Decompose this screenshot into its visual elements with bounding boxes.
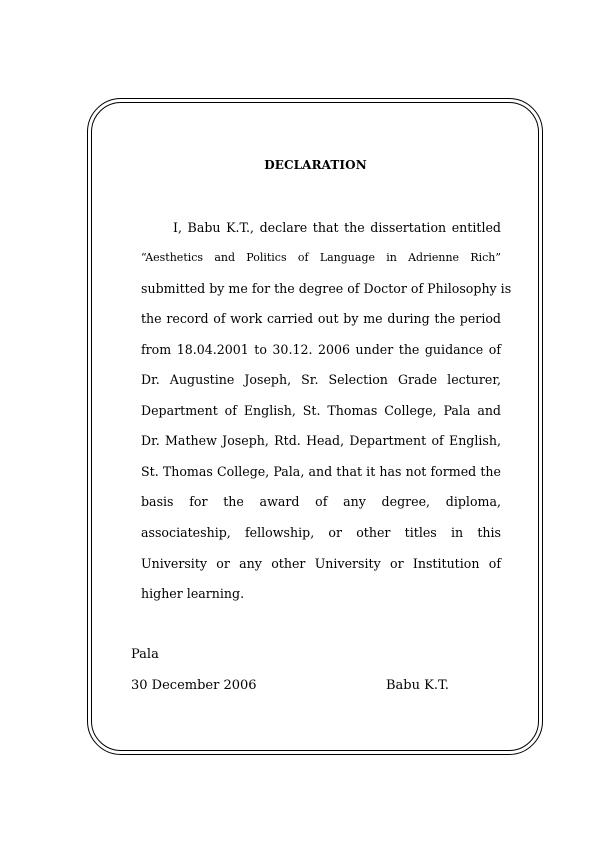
body-line-12: University or any other University or Institution of bbox=[141, 556, 501, 571]
body-line-1: I, Babu K.T., declare that the dissertation entitled bbox=[173, 220, 501, 235]
body-line-11: associateship, fellowship, or other titles in this bbox=[141, 525, 501, 540]
body-line-10: basis for the award of any degree, diploma, bbox=[141, 494, 501, 509]
body-line-6: Dr. Augustine Joseph, Sr. Selection Grade lecturer, bbox=[141, 372, 501, 387]
body-line-8: Dr. Mathew Joseph, Rtd. Head, Department of English, bbox=[141, 433, 501, 448]
body-line-9: St. Thomas College, Pala, and that it has not formed the bbox=[141, 464, 501, 479]
signature-name: Babu K.T. bbox=[386, 678, 449, 693]
body-line-3: submitted by me for the degree of Doctor of Philosophy is bbox=[141, 281, 512, 296]
declaration-title: DECLARATION bbox=[264, 158, 367, 172]
place: Pala bbox=[131, 647, 159, 662]
body-line-5: from 18.04.2001 to 30.12. 2006 under the guidance of bbox=[141, 342, 501, 357]
body-line-2: “Aesthetics and Politics of Language in Adrienne Rich” bbox=[141, 251, 501, 264]
date: 30 December 2006 bbox=[131, 678, 257, 693]
body-line-7: Department of English, St. Thomas College, Pala and bbox=[141, 403, 501, 418]
body-line-13: higher learning. bbox=[141, 586, 245, 601]
body-line-4: the record of work carried out by me during the period bbox=[141, 311, 501, 326]
